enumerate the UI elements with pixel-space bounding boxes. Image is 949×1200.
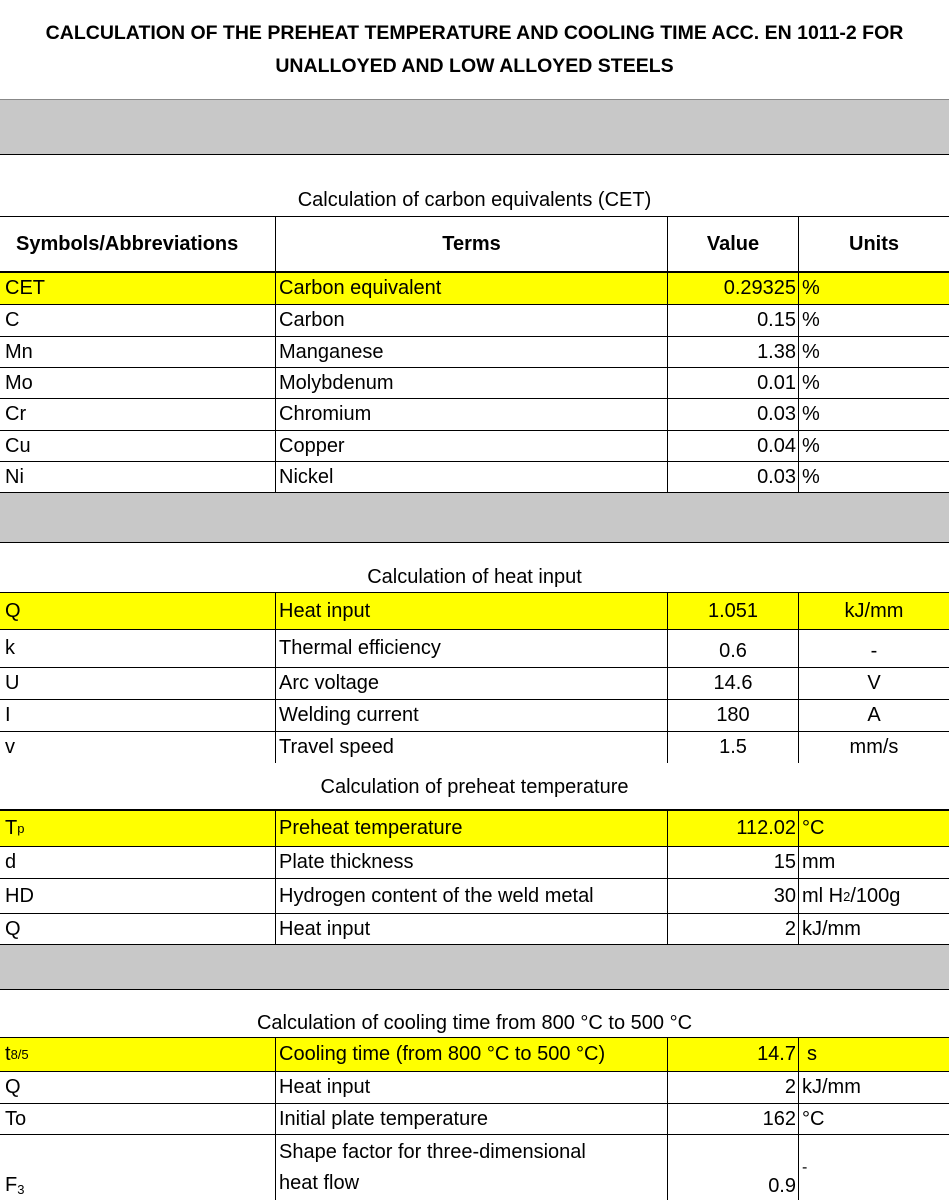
table-row[interactable] — [0, 337, 949, 368]
unit-cell[interactable]: % — [798, 431, 949, 461]
unit-cell[interactable] — [798, 879, 949, 913]
symbol-cell[interactable]: Q — [5, 917, 21, 940]
term-cell[interactable]: Travel speed — [275, 732, 667, 763]
unit-cell[interactable]: % — [798, 337, 949, 367]
term-cell[interactable] — [275, 1135, 667, 1200]
value-cell[interactable]: 162 — [667, 1104, 798, 1134]
unit-cell[interactable]: °C — [798, 1104, 949, 1134]
symbol-cell[interactable] — [0, 811, 275, 846]
table-row[interactable] — [0, 700, 949, 732]
symbol-cell[interactable]: d — [5, 851, 17, 873]
unit-subscript: 2 — [843, 888, 851, 904]
term-cell[interactable]: Heat input — [275, 1072, 667, 1103]
unit-cell[interactable]: % — [798, 305, 949, 336]
term-cell[interactable]: Thermal efficiency — [275, 630, 667, 667]
value-cell[interactable]: 14.6 — [667, 668, 798, 699]
unit-cell[interactable]: kJ/mm — [798, 1072, 949, 1103]
value-cell[interactable]: 2 — [667, 914, 798, 944]
table-row[interactable] — [0, 462, 949, 493]
table-row[interactable] — [0, 732, 949, 763]
separator-band — [0, 493, 949, 543]
term-cell[interactable]: Chromium — [275, 399, 667, 430]
unit-cell[interactable]: kJ/mm — [798, 593, 949, 629]
table-row[interactable] — [0, 1037, 949, 1072]
symbol-cell[interactable]: Mn — [5, 340, 33, 363]
unit-cell[interactable]: % — [798, 462, 949, 492]
symbol-cell[interactable] — [0, 1135, 275, 1200]
section-heading-cooling: Calculation of cooling time from 800 °C to 500 °C — [256, 1012, 693, 1034]
header-value: Value — [667, 217, 798, 271]
unit-cell[interactable]: % — [798, 273, 949, 304]
value-cell[interactable]: 0.03 — [667, 462, 798, 492]
unit-cell[interactable]: s — [798, 1038, 949, 1071]
value-cell[interactable]: 14.7 — [667, 1038, 798, 1071]
value-cell[interactable]: 0.01 — [667, 368, 798, 398]
term-cell[interactable]: Nickel — [275, 462, 667, 492]
table-row[interactable] — [0, 668, 949, 700]
unit-cell[interactable]: V — [798, 668, 949, 699]
term-cell[interactable]: Heat input — [275, 914, 667, 944]
unit-cell[interactable]: mm — [798, 847, 949, 878]
value-cell[interactable]: 180 — [667, 700, 798, 731]
table-row[interactable] — [0, 368, 949, 399]
term-cell[interactable]: Welding current — [275, 700, 667, 731]
value-cell[interactable]: 0.15 — [667, 305, 798, 336]
section-heading-cet: Calculation of carbon equivalents (CET) — [0, 155, 949, 217]
table-row[interactable] — [0, 305, 949, 337]
unit-cell[interactable]: % — [798, 399, 949, 430]
term-cell[interactable]: Cooling time (from 800 °C to 500 °C) — [275, 1038, 667, 1071]
term-cell[interactable]: Hydrogen content of the weld metal — [275, 879, 667, 913]
value-cell[interactable]: 0.29325 — [667, 273, 798, 304]
table-row[interactable] — [0, 431, 949, 462]
unit-cell[interactable]: - — [798, 1135, 949, 1200]
table-row[interactable] — [0, 273, 949, 305]
header-units: Units — [798, 217, 949, 271]
column-header-row — [0, 217, 949, 273]
value-cell[interactable]: 1.051 — [667, 593, 798, 629]
unit-cell[interactable]: A — [798, 700, 949, 731]
symbol-cell[interactable]: U — [5, 672, 20, 694]
symbol-cell[interactable] — [0, 1038, 275, 1071]
symbol-cell[interactable]: Q — [5, 1076, 21, 1098]
value-cell[interactable]: 30 — [667, 879, 798, 913]
symbol-subscript: 3 — [17, 1182, 25, 1197]
symbol-subscript: p — [17, 821, 25, 836]
symbol-subscript: 8/5 — [10, 1047, 29, 1062]
symbol-cell[interactable]: CET — [5, 277, 45, 299]
value-cell[interactable]: 0.04 — [667, 431, 798, 461]
term-line-2: heat flow — [279, 1171, 360, 1194]
table-row[interactable] — [0, 811, 949, 847]
term-cell[interactable]: Manganese — [275, 337, 667, 367]
symbol-cell[interactable]: Q — [5, 599, 21, 622]
table-row[interactable] — [0, 1135, 949, 1200]
sheet-title: CALCULATION OF THE PREHEAT TEMPERATURE AND COOLING TIME ACC. EN 1011-2 FOR UNALLOYED AND LOW ALLOYED STEELS — [0, 0, 949, 100]
term-cell[interactable]: Heat input — [275, 593, 667, 629]
value-cell[interactable]: 1.38 — [667, 337, 798, 367]
symbol-cell[interactable]: Cu — [5, 434, 31, 457]
table-row[interactable] — [0, 914, 949, 945]
separator-band — [0, 100, 949, 155]
value-cell[interactable]: 0.6 — [667, 630, 798, 667]
symbol-cell[interactable]: To — [5, 1107, 27, 1130]
symbol-cell[interactable]: k — [5, 637, 15, 659]
table-row[interactable] — [0, 630, 949, 668]
table-row[interactable] — [0, 1104, 949, 1135]
term-cell[interactable]: Plate thickness — [275, 847, 667, 878]
unit-text-suffix: /100g — [850, 884, 901, 907]
header-terms: Terms — [275, 217, 667, 271]
value-cell[interactable]: 2 — [667, 1072, 798, 1103]
term-cell[interactable]: Carbon — [275, 305, 667, 336]
symbol-cell[interactable]: C — [5, 309, 20, 331]
symbol-cell[interactable]: Mo — [5, 371, 33, 394]
term-cell[interactable]: Copper — [275, 431, 667, 461]
term-cell[interactable]: Arc voltage — [275, 668, 667, 699]
value-cell[interactable]: 0.9 — [667, 1135, 798, 1200]
symbol-text: T — [5, 817, 18, 839]
separator-band — [0, 945, 949, 990]
term-cell[interactable]: Carbon equivalent — [275, 273, 667, 304]
unit-cell[interactable]: kJ/mm — [798, 914, 949, 944]
symbol-text: t — [5, 1043, 11, 1065]
unit-text: ml H — [802, 884, 844, 907]
header-symbols: Symbols/Abbreviations — [16, 232, 239, 255]
table-row[interactable] — [0, 592, 949, 630]
table-row[interactable] — [0, 879, 949, 914]
table-row[interactable] — [0, 847, 949, 879]
table-row[interactable] — [0, 1072, 949, 1104]
symbol-cell[interactable]: HD — [5, 884, 34, 907]
symbol-cell[interactable]: v — [5, 736, 15, 758]
term-cell[interactable]: Molybdenum — [275, 368, 667, 398]
unit-cell[interactable]: °C — [798, 811, 949, 846]
table-row[interactable] — [0, 399, 949, 431]
symbol-text: F — [5, 1174, 18, 1196]
section-heading-preheat: Calculation of preheat temperature — [0, 763, 949, 811]
section-heading-heat-input: Calculation of heat input — [367, 566, 582, 588]
symbol-cell[interactable]: Ni — [5, 465, 24, 488]
value-cell[interactable]: 15 — [667, 847, 798, 878]
unit-cell[interactable]: - — [798, 630, 949, 667]
value-cell[interactable]: 112.02 — [667, 811, 798, 846]
term-line-1: Shape factor for three-dimensional — [279, 1140, 586, 1163]
term-cell[interactable]: Initial plate temperature — [275, 1104, 667, 1134]
symbol-cell[interactable]: Cr — [5, 403, 27, 425]
symbol-cell[interactable]: I — [5, 704, 11, 726]
unit-cell[interactable]: % — [798, 368, 949, 398]
unit-cell[interactable]: mm/s — [798, 732, 949, 763]
term-cell[interactable]: Preheat temperature — [275, 811, 667, 846]
value-cell[interactable]: 0.03 — [667, 399, 798, 430]
value-cell[interactable]: 1.5 — [667, 732, 798, 763]
